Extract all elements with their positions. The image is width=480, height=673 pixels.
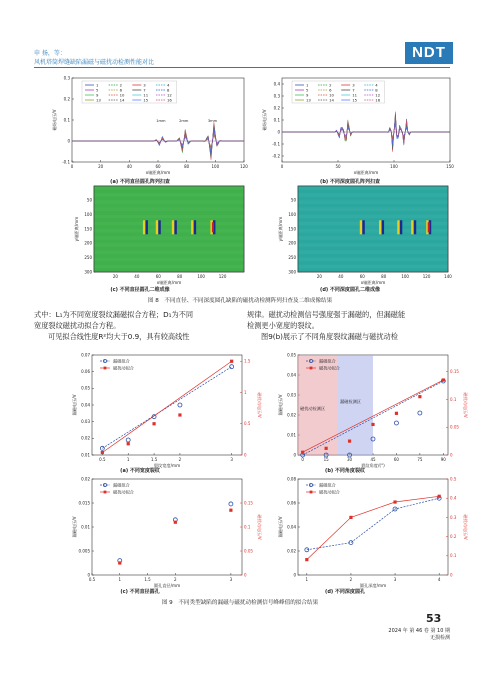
footer-journal: 无损检测 xyxy=(429,635,450,641)
fig9c-legend-marker-md xyxy=(104,491,107,494)
fig8d-chart xyxy=(277,186,452,286)
fig8b-xtick-label-0: 0 xyxy=(280,164,284,169)
right-column xyxy=(247,309,452,342)
fig8d-xtick-label-5: 120 xyxy=(422,274,431,279)
fig9d-ytick-label-3: 0.06 xyxy=(287,500,296,506)
fig9c-ylabel-right: 磁扰动电压/V xyxy=(257,514,262,540)
fig8d-caption: (d) 不同深度圆孔二维成像 xyxy=(320,287,380,293)
figure-8 xyxy=(30,72,454,302)
fig8b-legend-label-12: 13 xyxy=(306,97,311,103)
fig9d-ytick-label-0: 0 xyxy=(293,572,296,578)
header-rule xyxy=(34,67,450,68)
fig8a-legend-label-9: 10 xyxy=(119,92,125,98)
fig8c-band-7 xyxy=(94,236,244,240)
fig8a-legend-label-11: 12 xyxy=(166,92,172,98)
fig9d-rtick-label-1: 0.1 xyxy=(450,553,457,559)
fig8d-band-7 xyxy=(298,236,448,240)
fig9c-rtick-label-2: 0.1 xyxy=(244,524,251,530)
fig9c-mfl-point-2 xyxy=(229,502,233,506)
fig9b-ytick-label-0: 0 xyxy=(293,452,296,458)
fig8b-legend-label-14: 15 xyxy=(352,97,358,103)
fig9b-md-point-1 xyxy=(325,447,328,450)
fig8c-xtick-label-4: 100 xyxy=(197,274,205,279)
page-number: 53 xyxy=(426,612,442,625)
fig8d-ytick-label-1: 100 xyxy=(288,212,296,218)
fig8c-ytick-label-3: 200 xyxy=(84,240,92,246)
fig9a-rtick-label-0: 0 xyxy=(244,452,247,458)
fig9a-md-point-0 xyxy=(101,451,104,454)
right-line-3: 图9(b)展示了不同角度裂纹漏磁与磁扰动检 xyxy=(261,332,398,341)
fig8a-legend-label-7: 8 xyxy=(166,87,170,93)
fig8a-chart xyxy=(51,75,248,176)
fig9c-xtick-label-4: 3 xyxy=(229,577,233,582)
fig9c-xlabel: 圆孔直径/mm xyxy=(153,583,181,588)
fig8c-ytick-label-1: 100 xyxy=(84,212,92,218)
fig9d-rtick-label-2: 0.2 xyxy=(450,534,457,539)
fig9b-xtick-label-5: 75 xyxy=(417,457,423,462)
fig8d-spot-hi-0 xyxy=(360,220,363,234)
footer-issue: 2024 年 第 46 卷 第 10 期 xyxy=(388,628,450,634)
fig9b-md-point-4 xyxy=(395,412,398,415)
fig8c-band-2 xyxy=(94,200,244,204)
fig9a-mfl-point-3 xyxy=(178,403,182,407)
fig9b-rtick-label-3: 0.15 xyxy=(450,369,459,375)
fig8d-spot-lo-3 xyxy=(414,220,417,234)
fig8d-spot-lo-0 xyxy=(362,220,365,234)
fig8a-annot-1: 2mm xyxy=(179,119,189,124)
fig8b-ytick-label-2: 0 xyxy=(277,129,280,135)
fig8b-legend-label-2: 3 xyxy=(352,82,355,88)
fig8b-series-10 xyxy=(282,116,450,148)
fig9a-rtick-label-2: 1 xyxy=(244,389,247,395)
fig9b-xtick-label-1: 15 xyxy=(323,457,329,462)
fig9d-xtick-label-3: 4 xyxy=(437,577,441,582)
fig9c-md-point-0 xyxy=(118,561,121,564)
fig8c-xtick-label-1: 40 xyxy=(134,274,140,279)
fig8b-series-14 xyxy=(282,119,450,145)
right-line-1: 规律。磁扰动检测信号强度强于漏磁的，但漏磁能 xyxy=(247,310,406,319)
fig8b-xtick-label-1: 50 xyxy=(335,164,341,169)
fig8d-band-0 xyxy=(298,186,448,190)
fig9b-xtick-label-6: 90 xyxy=(440,457,446,462)
fig9c-rtick-label-1: 0.05 xyxy=(244,548,253,554)
fig8c-spot-lo-0 xyxy=(145,220,148,234)
fig8a-xtick-label-4: 80 xyxy=(184,164,190,169)
fig8b-xtick-label-3: 150 xyxy=(446,164,454,169)
fig9b-ytick-label-3: 0.03 xyxy=(287,392,296,398)
fig8d-ytick-label-5: 300 xyxy=(288,269,296,275)
fig9a-ytick-label-1: 0.02 xyxy=(81,435,90,441)
fig8b-xtick-label-2: 100 xyxy=(390,164,398,169)
fig8b-ytick-label-6: 0.4 xyxy=(273,81,280,87)
fig9b-region-md-label: 磁扰动检测区 xyxy=(300,406,326,411)
fig9d-rtick-label-3: 0.3 xyxy=(450,514,457,520)
fig9b-chart xyxy=(277,352,469,469)
fig9d-md-point-0 xyxy=(305,558,308,561)
fig8c-band-11 xyxy=(94,265,244,269)
fig9b-rtick-label-1: 0.05 xyxy=(450,424,459,430)
fig9d-rtick-label-5: 0.5 xyxy=(450,476,457,482)
fig9d-xtick-label-1: 2 xyxy=(349,577,353,582)
fig8b-ylabel: 磁场电压/V xyxy=(262,109,267,131)
fig9a-mfl-point-4 xyxy=(230,365,234,369)
fig8c-spot-hi-3 xyxy=(191,220,194,234)
fig9b-ytick-label-2: 0.02 xyxy=(287,412,296,418)
fig8b-legend-label-13: 14 xyxy=(329,97,334,103)
fig8a-caption: (a) 不同直径圆孔阵列扫查 xyxy=(110,179,170,185)
fig8b-series-7 xyxy=(282,117,450,146)
fig8d-xtick-label-6: 140 xyxy=(444,274,452,279)
fig9b-xtick-label-3: 45 xyxy=(370,457,376,462)
fig8d-ytick-label-4: 250 xyxy=(288,255,296,261)
fig8b-legend-label-1: 2 xyxy=(329,82,332,88)
fig8a-ytick-label-3: 0.2 xyxy=(63,96,70,102)
fig9c-caption: (c) 不同直径圆孔 xyxy=(120,589,160,595)
fig8c-band-0 xyxy=(94,186,244,190)
fig8b-ytick-label-5: 0.3 xyxy=(273,93,280,99)
fig8c-spot-peak-4 xyxy=(212,222,214,232)
fig8b-legend-label-11: 12 xyxy=(375,92,381,98)
fig9a-ytick-label-5: 0.06 xyxy=(81,369,90,375)
fig9b-caption: (b) 不同角度裂纹 xyxy=(325,468,365,474)
fig9b-md-point-5 xyxy=(418,395,421,398)
fig8c-spot-lo-3 xyxy=(194,220,197,234)
fig9d-ylabel-right: 磁扰动电压/V xyxy=(463,514,468,540)
fig9b-region-mfl-label: 漏磁检测区 xyxy=(340,399,362,404)
fig8d-band-3 xyxy=(298,208,448,212)
fig9b-rtick-label-0: 0 xyxy=(450,452,453,458)
fig9c-ytick-label-2: 0.01 xyxy=(81,524,90,530)
fig8c-spot-hi-1 xyxy=(156,220,159,234)
fig9c-ytick-label-4: 0.02 xyxy=(81,476,90,482)
fig9b-legend-label-md: 磁扰动拟合 xyxy=(319,365,340,371)
fig8a-ylabel: 磁场电压/V xyxy=(52,109,57,131)
fig8b-legend-label-5: 6 xyxy=(329,87,332,93)
fig8d-spot-lo-2 xyxy=(400,220,403,234)
fig9a-legend-marker-md xyxy=(104,367,107,370)
fig9d-ytick-label-2: 0.04 xyxy=(287,524,296,530)
fig9d-xlabel: 圆孔深度/mm xyxy=(359,583,387,588)
fig8a-xtick-label-0: 0 xyxy=(70,164,74,169)
fig9a-ytick-label-0: 0.01 xyxy=(81,452,90,458)
fig9a-fit-mfl xyxy=(102,367,231,449)
fig9a-ytick-label-3: 0.04 xyxy=(81,402,90,408)
fig9c-ytick-label-0: 0 xyxy=(87,572,90,578)
fig9d-line-mfl xyxy=(307,498,439,550)
fig8c-band-10 xyxy=(94,258,244,262)
fig9b-xlabel: 裂纹角度/(°) xyxy=(361,463,385,468)
fig8a-ytick-label-4: 0.3 xyxy=(63,75,70,81)
fig9a-md-point-1 xyxy=(127,442,130,445)
fig9b-ytick-label-4: 0.04 xyxy=(287,372,296,378)
fig8b-legend-label-9: 10 xyxy=(329,92,334,98)
fig9d-xtick-label-2: 3 xyxy=(393,577,397,582)
fig8a-xlabel: x轴距离/mm xyxy=(145,170,171,175)
fig8a-legend-label-15: 16 xyxy=(166,97,172,103)
fig9b-ylabel-right: 磁扰动电压/V xyxy=(463,392,468,418)
fig8d-spot-hi-1 xyxy=(379,220,382,234)
header-title: 风机塔筒焊缝缺陷漏磁与磁扰动检测性能对比 xyxy=(34,59,155,66)
fig9b-region-mfl xyxy=(337,355,373,455)
fig8a-legend-label-8: 9 xyxy=(96,92,99,98)
fig8b-ytick-label-4: 0.2 xyxy=(273,105,280,111)
fig8c-xtick-label-0: 20 xyxy=(112,274,118,279)
fig9a-rtick-label-1: 0.5 xyxy=(244,421,251,427)
fig9d-line-md xyxy=(307,496,439,559)
fig8a-legend-label-5: 6 xyxy=(119,87,123,93)
fig8c-band-3 xyxy=(94,208,244,212)
fig9d-rtick-label-4: 0.4 xyxy=(450,495,457,501)
fig8c-xtick-label-2: 60 xyxy=(155,274,161,279)
fig8a-xtick-label-3: 60 xyxy=(155,164,161,169)
fig8c-ytick-label-0: 50 xyxy=(86,197,92,203)
fig8d-xtick-label-1: 40 xyxy=(338,274,344,279)
fig8b-series-9 xyxy=(282,112,450,152)
fig8c-xlabel: x轴距离/mm xyxy=(156,280,182,285)
fig9d-xtick-label-0: 1 xyxy=(305,577,309,582)
fig8b-ytick-label-3: 0.1 xyxy=(273,117,280,123)
fig8-caption: 图 8 不同直径、不同深度圆孔缺陷的磁扰动检测阵列扫查及二维成像结果 xyxy=(147,298,333,304)
fig9b-legend-marker-md xyxy=(310,367,313,370)
fig8a-legend-label-14: 15 xyxy=(143,97,149,103)
fig8d-ylabel: y轴距离/mm xyxy=(278,216,283,242)
fig8b-legend-label-6: 7 xyxy=(352,87,355,93)
fig8a-xtick-label-2: 40 xyxy=(126,164,132,169)
fig8c-chart xyxy=(73,186,244,286)
fig9a-md-point-2 xyxy=(152,422,155,425)
fig9a-mfl-point-1 xyxy=(126,438,130,442)
fig8b-chart xyxy=(261,78,454,176)
fig9b-md-point-6 xyxy=(442,378,445,381)
fig9c-chart xyxy=(71,476,263,589)
fig9b-ylabel: 漏磁电压/V xyxy=(278,394,283,416)
fig9b-mfl-point-4 xyxy=(394,421,398,425)
fig8d-band-1 xyxy=(298,193,448,197)
left-column xyxy=(34,309,239,342)
fig9d-legend-marker-md xyxy=(310,491,313,494)
fig8b-caption: (b) 不同深度圆孔阵列扫查 xyxy=(320,179,380,185)
fig9a-xtick-label-1: 1 xyxy=(126,457,130,462)
fig8c-spot-hi-0 xyxy=(143,220,146,234)
fig9a-ytick-label-2: 0.03 xyxy=(81,419,90,425)
fig9d-ylabel: 漏磁电压/V xyxy=(278,516,283,538)
fig8b-ytick-label-1: -0.1 xyxy=(272,141,280,147)
fig9c-ytick-label-3: 0.015 xyxy=(78,500,90,506)
fig8c-band-6 xyxy=(94,229,244,233)
fig9c-md-point-2 xyxy=(229,509,232,512)
fig8d-xtick-label-3: 80 xyxy=(381,274,387,279)
fig8d-band-4 xyxy=(298,215,448,219)
fig9b-md-point-0 xyxy=(301,451,304,454)
fig9b-xtick-label-0: 0 xyxy=(301,457,304,462)
fig8a-ytick-label-1: 0 xyxy=(67,138,70,144)
fig8a-legend-label-3: 4 xyxy=(166,82,170,88)
fig9d-caption: (d) 不同深度圆孔 xyxy=(325,589,365,595)
journal-logo: NDT xyxy=(405,42,453,64)
fig9d-md-point-2 xyxy=(393,500,396,503)
fig8b-legend-label-7: 8 xyxy=(375,87,378,93)
fig8b-legend-label-3: 4 xyxy=(375,82,378,88)
fig9a-legend-label-mfl: 漏磁拟合 xyxy=(113,358,130,364)
fig8b-ytick-label-0: -0.2 xyxy=(272,153,280,159)
fig8a-legend-label-13: 14 xyxy=(119,97,125,103)
fig8b-series-0 xyxy=(282,116,450,148)
fig8d-ytick-label-3: 200 xyxy=(288,240,296,246)
fig9c-xtick-label-2: 1.5 xyxy=(144,577,151,582)
fig9a-xtick-label-4: 3 xyxy=(230,457,233,462)
fig8a-xtick-label-6: 120 xyxy=(240,164,248,169)
fig8a-legend-label-4: 5 xyxy=(96,87,99,93)
fig8d-spot-hi-2 xyxy=(397,220,400,234)
fig9a-xtick-label-2: 1.5 xyxy=(150,457,158,462)
fig9a-chart xyxy=(71,352,263,469)
left-line-2: 宽度裂纹磁扰动拟合方程。 xyxy=(34,321,121,330)
fig8c-band-1 xyxy=(94,193,244,197)
fig8b-series-6 xyxy=(282,113,450,150)
fig8c-spot-lo-1 xyxy=(158,220,161,234)
fig9a-rtick-label-3: 1.5 xyxy=(244,358,251,364)
fig8d-band-2 xyxy=(298,200,448,204)
fig8a-legend-label-10: 11 xyxy=(143,92,149,98)
fig8c-xtick-label-3: 80 xyxy=(177,274,183,279)
fig8c-ytick-label-5: 300 xyxy=(84,269,92,275)
fig9a-caption: (a) 不同宽度裂纹 xyxy=(120,468,160,474)
fig8c-xtick-label-5: 120 xyxy=(218,274,227,279)
fig8b-legend-label-10: 11 xyxy=(352,92,358,98)
fig9d-chart xyxy=(277,476,469,589)
figure-9 xyxy=(30,345,468,588)
fig9d-legend-label-mfl: 漏磁拟合 xyxy=(319,482,336,488)
footer-info xyxy=(300,628,450,642)
left-line-3: 可见拟合线性度R²均大于0.9，具有较高线性 xyxy=(48,332,190,341)
fig8a-legend-label-0: 1 xyxy=(96,82,99,88)
fig9a-ylabel: 漏磁电压/V xyxy=(72,394,77,416)
fig8b-legend-label-8: 9 xyxy=(306,92,309,98)
fig8a-annot-2: 3mm xyxy=(207,119,218,124)
fig8b-legend-label-4: 5 xyxy=(306,87,309,93)
fig8a-ytick-label-2: 0.1 xyxy=(63,117,70,123)
fig9c-rtick-label-3: 0.15 xyxy=(244,500,253,506)
fig9d-md-point-3 xyxy=(438,495,441,498)
fig9c-md-point-1 xyxy=(174,521,177,524)
fig9b-xtick-label-4: 60 xyxy=(393,457,399,462)
fig9b-ytick-label-1: 0.01 xyxy=(287,432,296,438)
fig8b-legend-label-15: 16 xyxy=(375,97,381,103)
fig8c-spot-hi-2 xyxy=(172,220,175,234)
fig9a-fit-md xyxy=(102,361,231,452)
fig8c-caption: (c) 不同直径圆孔二维成像 xyxy=(110,287,170,293)
fig8d-band-10 xyxy=(298,258,448,262)
fig9a-legend-label-md: 磁扰动拟合 xyxy=(113,365,134,371)
fig9c-ylabel: 漏磁电压/V xyxy=(72,516,77,538)
fig9c-legend-label-mfl: 漏磁拟合 xyxy=(113,482,130,488)
fig9c-legend-label-md: 磁扰动拟合 xyxy=(113,489,134,495)
fig9d-ytick-label-4: 0.08 xyxy=(287,476,296,482)
fig9d-legend-label-md: 磁扰动拟合 xyxy=(319,489,340,495)
fig9c-ytick-label-1: 0.005 xyxy=(78,548,90,554)
fig9a-ytick-label-4: 0.05 xyxy=(81,385,90,391)
fig9a-md-point-4 xyxy=(230,360,233,363)
fig8d-band-5 xyxy=(298,222,448,226)
fig9b-legend-label-mfl: 漏磁拟合 xyxy=(319,358,336,364)
fig9a-ylabel-right: 磁扰动电压/V xyxy=(257,392,262,418)
fig8b-legend-label-0: 1 xyxy=(306,82,309,88)
left-line-1: 式中：L₁为不同宽度裂纹漏磁拟合方程；D₁为不同 xyxy=(34,310,194,319)
fig8d-band-6 xyxy=(298,229,448,233)
fig9c-xtick-label-3: 2 xyxy=(174,577,177,582)
fig8d-band-9 xyxy=(298,251,448,255)
fig8a-ytick-label-0: -0.1 xyxy=(62,159,70,165)
fig9a-md-point-3 xyxy=(178,413,181,416)
fig9a-mfl-point-0 xyxy=(100,446,104,450)
fig8c-ytick-label-4: 250 xyxy=(84,255,92,261)
fig9b-md-point-3 xyxy=(371,423,374,426)
right-line-2: 检测更小宽度的裂纹。 xyxy=(247,321,319,330)
fig9d-ytick-label-1: 0.02 xyxy=(287,548,296,554)
fig8c-band-8 xyxy=(94,243,244,247)
fig8d-ytick-label-2: 150 xyxy=(288,226,296,232)
fig8c-band-5 xyxy=(94,222,244,226)
fig8c-band-9 xyxy=(94,251,244,255)
fig8a-xtick-label-1: 20 xyxy=(98,164,104,169)
fig8a-legend-label-2: 3 xyxy=(143,82,146,88)
fig8d-ytick-label-0: 50 xyxy=(290,197,296,203)
fig8a-legend-label-12: 13 xyxy=(96,97,101,103)
fig9a-xtick-label-0: 0.5 xyxy=(99,457,106,462)
fig8a-legend-label-6: 7 xyxy=(143,87,146,93)
fig8c-ytick-label-2: 150 xyxy=(84,226,92,232)
fig8b-xlabel: x轴距离/mm xyxy=(353,170,379,175)
fig8a-xtick-label-5: 100 xyxy=(211,164,220,169)
fig8d-spot-hi-3 xyxy=(411,220,414,234)
fig9a-ytick-label-6: 0.07 xyxy=(81,352,90,358)
fig8d-xlabel: x轴距离/mm xyxy=(360,280,386,285)
fig8a-legend-label-1: 2 xyxy=(119,82,123,88)
fig9b-md-point-2 xyxy=(348,440,351,443)
fig8d-xtick-label-4: 100 xyxy=(401,274,409,279)
fig8c-ylabel: y轴距离/mm xyxy=(74,216,79,242)
fig8c-spot-lo-2 xyxy=(174,220,177,234)
header-authors: 申 扬，等： xyxy=(34,50,66,57)
fig9a-xlabel: 裂纹宽度/mm xyxy=(153,463,181,468)
fig8a-annot-0: 1mm xyxy=(156,119,166,124)
fig9b-ytick-label-5: 0.05 xyxy=(287,352,296,358)
fig9-caption: 图 9 不同类型缺陷的漏磁与磁扰动检测信号峰峰值的拟合结果 xyxy=(161,600,319,606)
fig8d-band-11 xyxy=(298,265,448,269)
fig9c-rtick-label-0: 0 xyxy=(244,572,247,578)
fig8b-series-4 xyxy=(282,119,450,145)
fig9d-md-point-1 xyxy=(349,516,352,519)
fig9c-xtick-label-0: 0.5 xyxy=(88,577,96,582)
fig8d-xtick-label-0: 20 xyxy=(316,274,322,279)
fig9b-xtick-label-2: 30 xyxy=(347,457,353,462)
fig9b-rtick-label-2: 0.1 xyxy=(450,396,457,402)
fig9a-xtick-label-3: 2 xyxy=(178,457,182,462)
fig8d-spot-peak-4 xyxy=(428,222,430,232)
fig8d-spot-lo-1 xyxy=(382,220,385,234)
fig9b-mfl-point-5 xyxy=(418,411,422,415)
fig9c-xtick-label-1: 1 xyxy=(118,577,122,582)
fig8c-band-4 xyxy=(94,215,244,219)
fig8d-xtick-label-2: 60 xyxy=(359,274,365,279)
fig9d-rtick-label-0: 0 xyxy=(450,572,453,578)
fig8d-band-8 xyxy=(298,243,448,247)
